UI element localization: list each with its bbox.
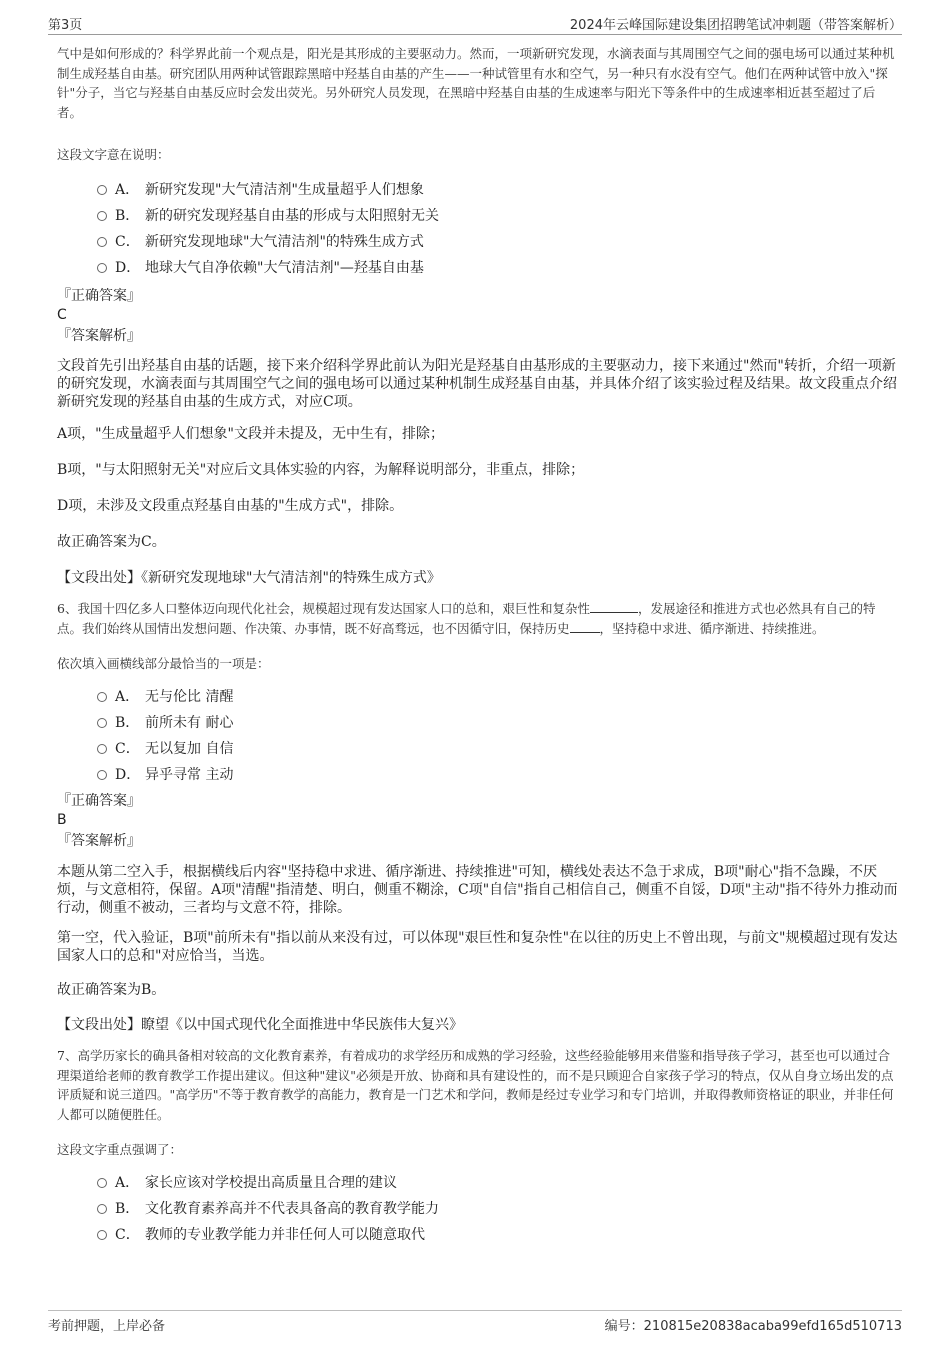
q5-prompt: 这段文字意在说明： [57, 147, 170, 162]
q6-option-c[interactable]: C． 无以复加 自信 [97, 736, 900, 762]
radio-icon[interactable] [97, 263, 107, 273]
q6-passage: 6、我国十四亿多人口整体迈向现代化社会，规模超过现有发达国家人口的总和，艰巨性和复杂性 ，发展途径和推进方式也必然具有自己的特点。我们始终从国情出发想问题、作决策、办事情，既不好高骛远，也不因循守旧，保持历史 ，坚持稳中求进、循序渐进、持续推进。 [57, 601, 876, 636]
q6-answer-label: 『正确答案』 [57, 793, 141, 809]
q6-options [97, 684, 900, 788]
q5-option-c[interactable]: C． 新研究发现地球"大气清洁剂"的特殊生成方式 [97, 229, 900, 255]
document-code: 编号：210815e20838acaba99efd165d510713 [604, 1319, 902, 1334]
q5-option-b[interactable]: B． 新的研究发现羟基自由基的形成与太阳照射无关 [97, 203, 900, 229]
page-content [57, 44, 900, 1248]
q5-analysis-5: 故正确答案为C。 [57, 534, 166, 550]
q6-analysis-2: 第一空，代入验证，B项"前所未有"指以前从来没有过，可以体现"艰巨性和复杂性"在以往的历史上不曾出现，与前文"规模超过现有发达国家人口的总和"对应恰当，当选。 [57, 930, 898, 964]
q7-option-c[interactable]: C． 教师的专业教学能力并非任何人可以随意取代 [97, 1222, 900, 1248]
radio-icon[interactable] [97, 744, 107, 754]
q7-option-a[interactable]: A． 家长应该对学校提出高质量且合理的建议 [97, 1170, 900, 1196]
radio-icon[interactable] [97, 237, 107, 247]
q6-analysis-label: 『答案解析』 [57, 833, 141, 849]
q5-options [97, 177, 900, 281]
page-number: 第3页 [48, 18, 83, 33]
q5-analysis-4: D项，未涉及文段重点羟基自由基的"生成方式"，排除。 [57, 498, 404, 514]
q5-analysis-3: B项，"与太阳照射无关"对应后文具体实验的内容，为解释说明部分，非重点，排除； [57, 462, 585, 478]
q6-analysis-1: 本题从第二空入手，根据横线后内容"坚持稳中求进、循序渐进、持续推进"可知，横线处表达不急于求成，B项"耐心"指不急躁，不厌烦，与文意相符，保留。A项"清醒"指清楚、明白，侧重不糊涂，C项"自信"指自己相信自己，侧重不自馁，D项"主动"指不待外力推动而行动，侧重不被动，三者均与文意不符，排除。 [57, 864, 898, 916]
q6-source: 【文段出处】瞭望《以中国式现代化全面推进中华民族伟大复兴》 [57, 1017, 463, 1033]
q7-options [97, 1170, 900, 1248]
radio-icon[interactable] [97, 211, 107, 221]
q6-option-a[interactable]: A． 无与伦比 清醒 [97, 684, 900, 710]
q6-analysis-3: 故正确答案为B。 [57, 982, 166, 998]
q6-prompt: 依次填入画横线部分最恰当的一项是： [57, 656, 270, 671]
q7-prompt: 这段文字重点强调了： [57, 1142, 183, 1157]
q5-option-a[interactable]: A． 新研究发现"大气清洁剂"生成量超乎人们想象 [97, 177, 900, 203]
radio-icon[interactable] [97, 185, 107, 195]
fill-blank-1 [590, 600, 638, 613]
radio-icon[interactable] [97, 1178, 107, 1188]
q5-analysis-label: 『答案解析』 [57, 328, 141, 344]
q6-answer: B [57, 812, 67, 828]
q7-option-b[interactable]: B． 文化教育素养高并不代表具备高的教育教学能力 [97, 1196, 900, 1222]
q5-source: 【文段出处】《新研究发现地球"大气清洁剂"的特殊生成方式》 [57, 570, 441, 586]
page-header [48, 12, 902, 35]
q5-answer-label: 『正确答案』 [57, 288, 141, 304]
q5-analysis-2: A项，"生成量超乎人们想象"文段并未提及，无中生有，排除； [57, 426, 444, 442]
q6-option-b[interactable]: B． 前所未有 耐心 [97, 710, 900, 736]
q5-answer: C [57, 307, 67, 323]
q6-option-d[interactable]: D． 异乎寻常 主动 [97, 762, 900, 788]
q5-analysis-1: 文段首先引出羟基自由基的话题，接下来介绍科学界此前认为阳光是羟基自由基形成的主要驱动力，接下来通过"然而"转折，介绍一项新的研究发现，水滴表面与其周围空气之间的强电场可以通过某种机制生成羟基自由基，并具体介绍了该实验过程及结果。故文段重点介绍新研究发现的羟基自由基的生成方式，对应C项。 [57, 358, 897, 410]
document-title: 2024年云峰国际建设集团招聘笔试冲刺题（带答案解析） [569, 18, 902, 33]
footer-slogan: 考前押题，上岸必备 [48, 1319, 166, 1334]
fill-blank-2 [570, 620, 600, 633]
radio-icon[interactable] [97, 692, 107, 702]
q7-passage: 7、高学历家长的确具备相对较高的文化教育素养，有着成功的求学经历和成熟的学习经验，这些经验能够用来借鉴和指导孩子学习，甚至也可以通过合理渠道给老师的教育教学工作提出建议。但这种"建议"必须是开放、协商和具有建设性的，而不是只顾迎合自家孩子学习的特点，仅从自身立场出发的点评质疑和说三道四。"高学历"不等于教育教学的高能力，教育是一门艺术和学问，教师是经过专业学习和专门培训，并取得教师资格证的职业，并非任何人都可以随便胜任。 [57, 1048, 894, 1122]
radio-icon[interactable] [97, 1230, 107, 1240]
q5-option-d[interactable]: D． 地球大气自净依赖"大气清洁剂"—羟基自由基 [97, 255, 900, 281]
radio-icon[interactable] [97, 1204, 107, 1214]
radio-icon[interactable] [97, 718, 107, 728]
page-footer [48, 1310, 902, 1334]
radio-icon[interactable] [97, 770, 107, 780]
q5-passage: 气中是如何形成的？科学界此前一个观点是，阳光是其形成的主要驱动力。然而，一项新研究发现，水滴表面与其周围空气之间的强电场可以通过某种机制生成羟基自由基。研究团队用两种试管跟踪黑暗中羟基自由基的产生——一种试管里有水和空气，另一种只有水没有空气。他们在两种试管中放入"探针"分子，当它与羟基自由基反应时会发出荧光。另外研究人员发现，在黑暗中羟基自由基的生成速率与阳光下等条件中的生成速率相近甚至超过了后者。 [57, 46, 895, 120]
